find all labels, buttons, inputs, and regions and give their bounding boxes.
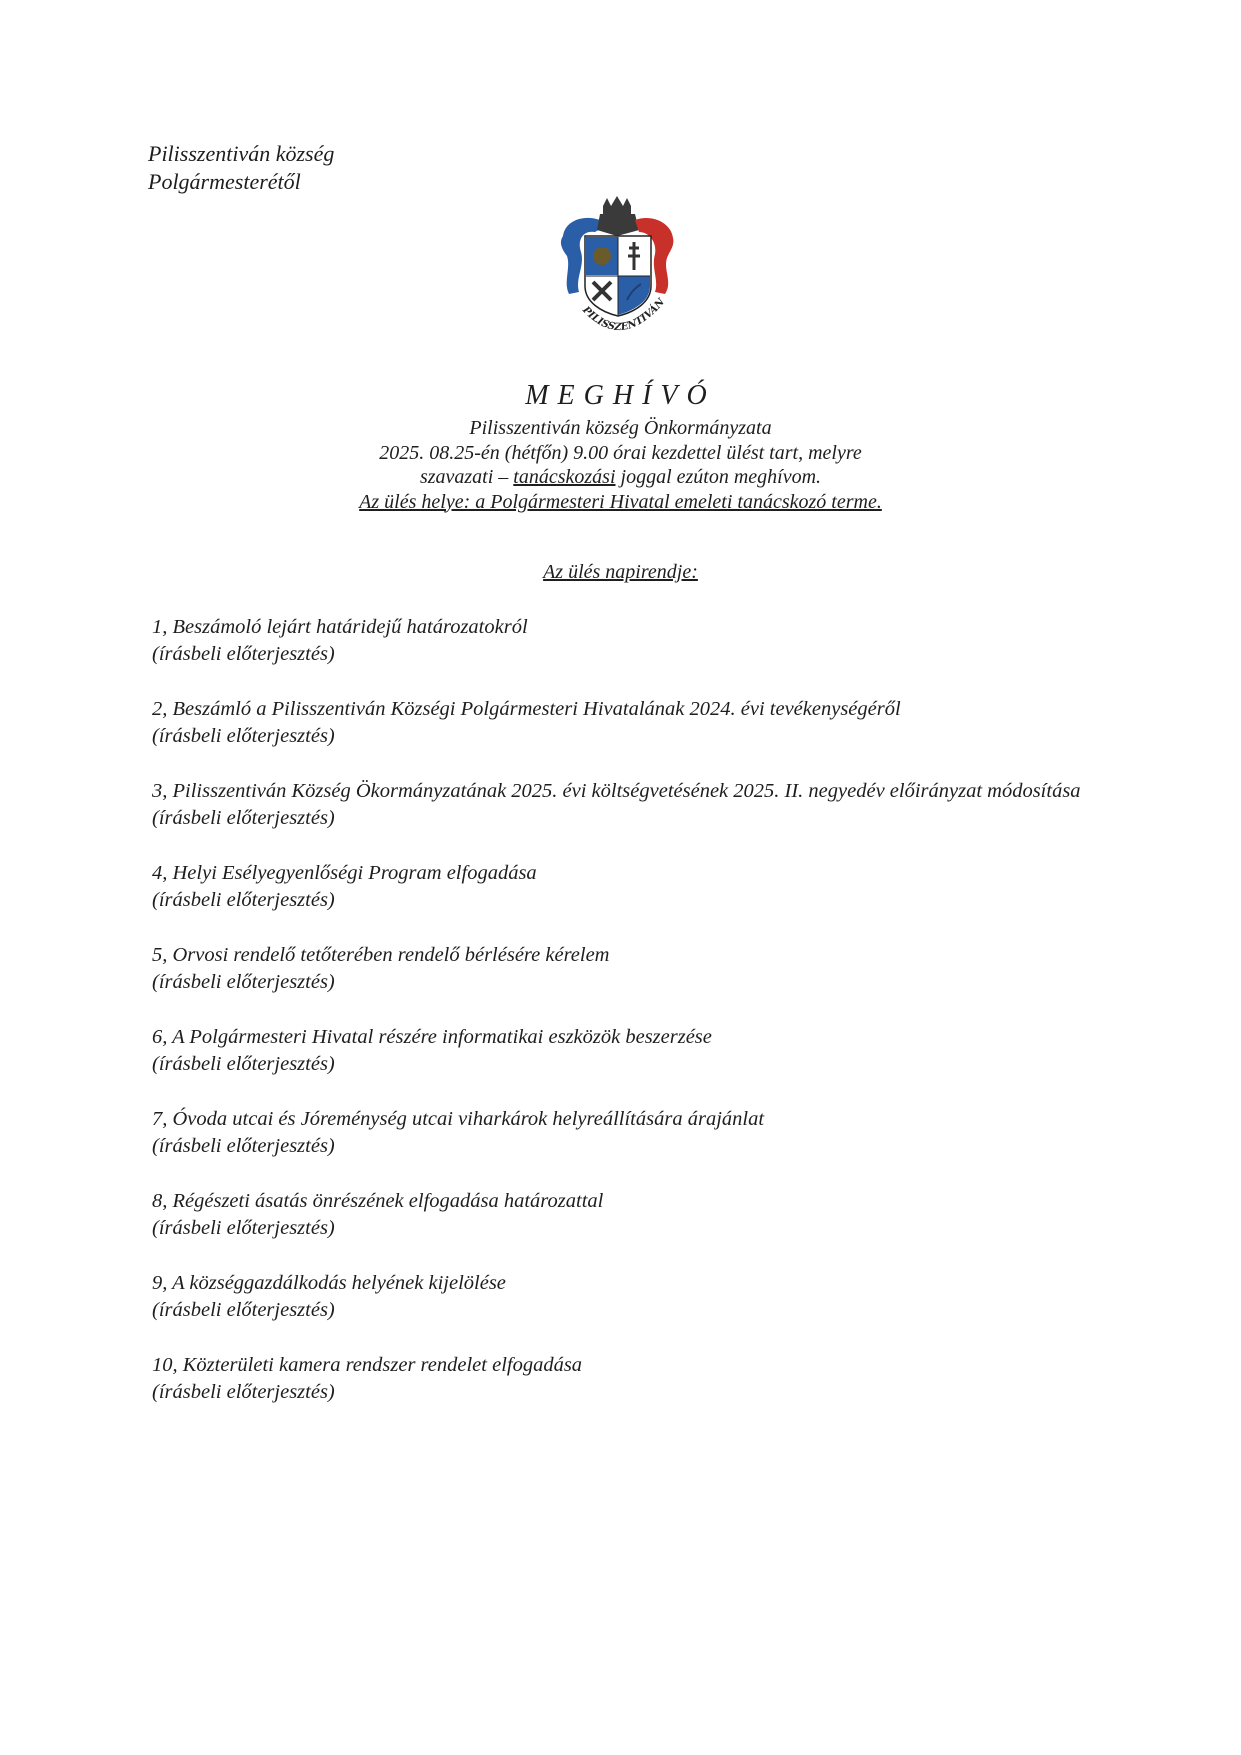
agenda-item-title: 10, Közterületi kamera rendszer rendelet elfogadása xyxy=(152,1354,583,1376)
agenda-item-title: 5, Orvosi rendelő tetőterében rendelő bérlésére kérelem xyxy=(152,944,610,966)
agenda-list xyxy=(152,614,1152,1434)
agenda-item-note: (írásbeli előterjesztés) xyxy=(152,643,335,665)
agenda-item-title: 4, Helyi Esélyegyenlőségi Program elfogadása xyxy=(152,862,537,884)
agenda-heading: Az ülés napirendje: xyxy=(543,561,698,583)
agenda-item xyxy=(152,1352,1152,1406)
intro-line-rights xyxy=(0,465,1241,490)
agenda-item-note: (írásbeli előterjesztés) xyxy=(152,1381,335,1403)
agenda-item xyxy=(152,1188,1152,1242)
agenda-item-note: (írásbeli előterjesztés) xyxy=(152,725,335,747)
intro-line-venue: Az ülés helye: a Polgármesteri Hivatal emeleti tanácskozó terme. xyxy=(359,490,882,513)
agenda-item xyxy=(152,1106,1152,1160)
agenda-item-title: 2, Beszámló a Pilisszentiván Községi Polgármesteri Hivatalának 2024. évi tevékenységéről xyxy=(152,698,901,720)
agenda-item xyxy=(152,1270,1152,1324)
agenda-item-note: (írásbeli előterjesztés) xyxy=(152,807,335,829)
intro-rights-pre: szavazati – xyxy=(419,466,514,488)
agenda-item-title: 1, Beszámoló lejárt határidejű határozatokról xyxy=(152,616,528,638)
agenda-item-note: (írásbeli előterjesztés) xyxy=(152,1299,335,1321)
agenda-item-note: (írásbeli előterjesztés) xyxy=(152,1217,335,1239)
agenda-item xyxy=(152,860,1152,914)
agenda-item xyxy=(152,942,1152,996)
agenda-item-title: 3, Pilisszentiván Község Ökormányzatának 2025. évi költségvetésének 2025. II. negyedév előirányzat módosítása xyxy=(152,780,1081,802)
agenda-item-note: (írásbeli előterjesztés) xyxy=(152,889,335,911)
agenda-item xyxy=(152,614,1152,668)
sender-line-municipality: Pilisszentiván község xyxy=(148,141,335,166)
svg-text:PILISSZENTIVÁN: PILISSZENTIVÁN xyxy=(580,296,667,334)
crest-icon xyxy=(555,196,680,346)
agenda-item-note: (írásbeli előterjesztés) xyxy=(152,1053,335,1075)
agenda-item-note: (írásbeli előterjesztés) xyxy=(152,1135,335,1157)
invitation-intro xyxy=(0,416,1241,514)
sender-block xyxy=(148,140,334,196)
intro-line-date: 2025. 08.25-én (hétfőn) 9.00 órai kezdettel ülést tart, melyre xyxy=(379,441,862,464)
agenda-item-title: 9, A községgazdálkodás helyének kijelölése xyxy=(152,1272,506,1294)
intro-rights-post: joggal ezúton meghívom. xyxy=(615,466,822,488)
agenda-item-title: 8, Régészeti ásatás önrészének elfogadása határozattal xyxy=(152,1190,604,1212)
coat-of-arms-logo xyxy=(555,196,680,346)
sender-line-mayor: Polgármesterétől xyxy=(148,169,301,194)
agenda-item-note: (írásbeli előterjesztés) xyxy=(152,971,335,993)
agenda-item-title: 7, Óvoda utcai és Jóreménység utcai viharkárok helyreállítására árajánlat xyxy=(152,1108,765,1130)
intro-rights-underlined: tanácskozási xyxy=(513,466,616,488)
agenda-item-title: 6, A Polgármesteri Hivatal részére informatikai eszközök beszerzése xyxy=(152,1026,712,1048)
document-title: MEGHÍVÓ xyxy=(525,380,716,411)
agenda-item xyxy=(152,778,1152,832)
agenda-item xyxy=(152,1024,1152,1078)
agenda-item xyxy=(152,696,952,750)
intro-line-council: Pilisszentiván község Önkormányzata xyxy=(469,417,772,439)
